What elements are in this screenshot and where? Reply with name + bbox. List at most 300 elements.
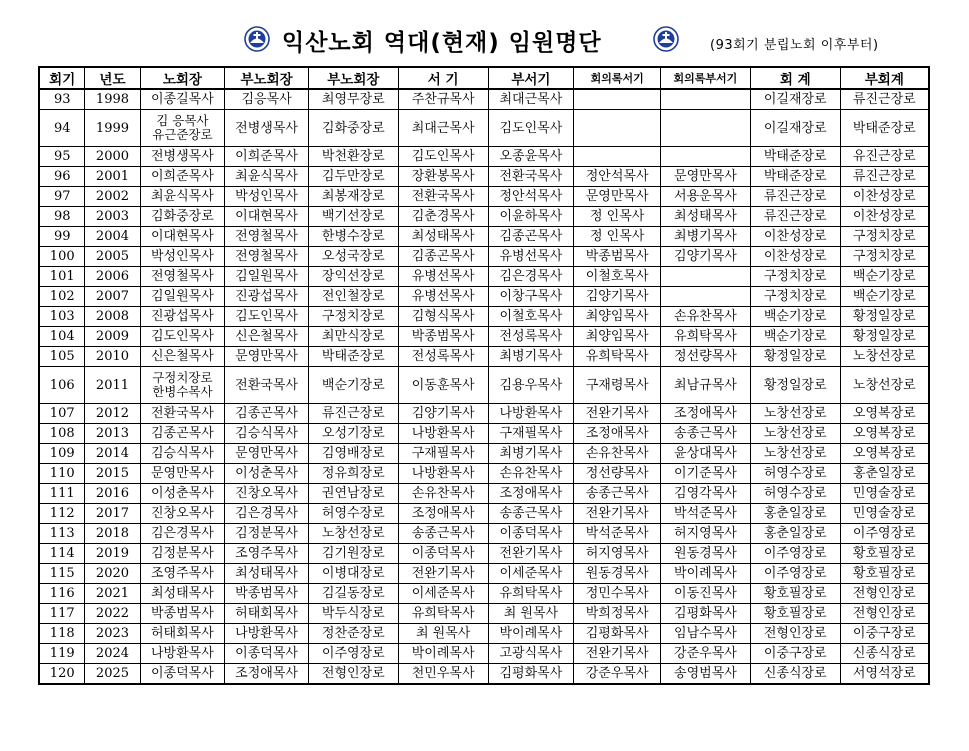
cell-moderator: 전영철목사: [140, 267, 225, 287]
cell-session: 102: [39, 287, 85, 307]
cell-minutes-vice-clerk: 문영만목사: [661, 167, 751, 187]
cell-treasurer: 류진근장로: [750, 207, 840, 227]
cell-vice-clerk: 최병기목사: [488, 444, 574, 464]
table-row: [39, 147, 929, 167]
cell-vice-clerk: 최 원목사: [488, 604, 574, 624]
cell-treasurer: 구정치장로: [750, 287, 840, 307]
cell-vice-treasurer: 백순기장로: [840, 267, 929, 287]
cell-vice-clerk: 김용우목사: [488, 367, 574, 404]
cell-vice-clerk: 이종덕목사: [488, 524, 574, 544]
table-row: [39, 484, 929, 504]
cell-session: 105: [39, 347, 85, 367]
cell-vice-moderator-2: 이병대장로: [308, 564, 398, 584]
cell-minutes-clerk: 구재령목사: [574, 367, 661, 404]
cell-minutes-clerk: 전완기목사: [574, 644, 661, 664]
cell-session: 99: [39, 227, 85, 247]
cell-vice-treasurer: 구정치장로: [840, 227, 929, 247]
cell-vice-clerk: 유병선목사: [488, 247, 574, 267]
table-row: [39, 664, 929, 685]
cell-vice-moderator-1: 조영주목사: [225, 544, 309, 564]
table-row: [39, 267, 929, 287]
cell-vice-treasurer: 박태준장로: [840, 110, 929, 147]
cell-moderator: 허태회목사: [140, 624, 225, 644]
col-header-treasurer: 회 계: [750, 67, 840, 89]
cell-vice-clerk: 이세준목사: [488, 564, 574, 584]
cell-vice-moderator-1: 조정애목사: [225, 664, 309, 685]
cell-clerk: 장환봉목사: [398, 167, 488, 187]
cell-moderator: 나방환목사: [140, 644, 225, 664]
cell-vice-clerk: 최병기목사: [488, 347, 574, 367]
cell-vice-treasurer: 오영복장로: [840, 424, 929, 444]
cell-minutes-vice-clerk: 최성태목사: [661, 207, 751, 227]
cell-vice-moderator-2: 구정치장로: [308, 307, 398, 327]
cell-vice-treasurer: 신종식장로: [840, 644, 929, 664]
cell-year: 2025: [85, 664, 140, 685]
cell-vice-moderator-1: 전영철목사: [225, 227, 309, 247]
cell-clerk: 천민우목사: [398, 664, 488, 685]
cell-minutes-vice-clerk: 윤상대목사: [661, 444, 751, 464]
col-header-vice-moderator-1: 부노회장: [225, 67, 309, 89]
table-row: [39, 327, 929, 347]
cell-year: 2000: [85, 147, 140, 167]
cell-minutes-clerk: 송종근목사: [574, 484, 661, 504]
cell-clerk: 이동훈목사: [398, 367, 488, 404]
cell-vice-moderator-2: 장익선장로: [308, 267, 398, 287]
cell-vice-clerk: 구재필목사: [488, 424, 574, 444]
cell-minutes-clerk: 문영만목사: [574, 187, 661, 207]
cell-vice-moderator-1: 김승식목사: [225, 424, 309, 444]
cell-vice-moderator-1: 신은철목사: [225, 327, 309, 347]
cell-vice-clerk: 오종윤목사: [488, 147, 574, 167]
table-row: [39, 564, 929, 584]
cell-session: 109: [39, 444, 85, 464]
cell-moderator: 이대현목사: [140, 227, 225, 247]
cell-vice-clerk: 김은경목사: [488, 267, 574, 287]
cell-minutes-clerk: 김양기목사: [574, 287, 661, 307]
cell-vice-clerk: 유희탁목사: [488, 584, 574, 604]
cell-treasurer: 류진근장로: [750, 187, 840, 207]
cell-vice-moderator-2: 박두식장로: [308, 604, 398, 624]
col-header-minutes-vice-clerk: 회의록부서기: [661, 67, 751, 89]
cell-minutes-vice-clerk: 이동진목사: [661, 584, 751, 604]
cell-session: 104: [39, 327, 85, 347]
cell-vice-treasurer: 황호필장로: [840, 544, 929, 564]
cell-minutes-vice-clerk: 김평화목사: [661, 604, 751, 624]
cell-vice-clerk: 고광식목사: [488, 644, 574, 664]
cell-treasurer: 이주영장로: [750, 564, 840, 584]
cell-year: 2020: [85, 564, 140, 584]
cell-minutes-vice-clerk: [661, 110, 751, 147]
cell-vice-clerk: 손유찬목사: [488, 464, 574, 484]
table-row: [39, 644, 929, 664]
cell-vice-moderator-1: 허태회목사: [225, 604, 309, 624]
cell-vice-moderator-1: 박성인목사: [225, 187, 309, 207]
cell-minutes-clerk: 정 인목사: [574, 207, 661, 227]
cell-minutes-vice-clerk: 최병기목사: [661, 227, 751, 247]
cell-treasurer: 백순기장로: [750, 307, 840, 327]
cell-vice-moderator-2: 오성국장로: [308, 247, 398, 267]
table-row: [39, 287, 929, 307]
table-row: [39, 167, 929, 187]
cell-vice-treasurer: 류진근장로: [840, 167, 929, 187]
cell-minutes-vice-clerk: 허지영목사: [661, 524, 751, 544]
cell-minutes-vice-clerk: [661, 147, 751, 167]
cell-moderator: 김화중장로: [140, 207, 225, 227]
cell-session: 97: [39, 187, 85, 207]
cell-vice-moderator-1: 이희준목사: [225, 147, 309, 167]
cell-minutes-clerk: 전완기목사: [574, 404, 661, 424]
cell-vice-clerk: 이철호목사: [488, 307, 574, 327]
cell-treasurer: 황호필장로: [750, 584, 840, 604]
cell-vice-treasurer: 황호필장로: [840, 564, 929, 584]
cell-vice-moderator-1: 이종덕목사: [225, 644, 309, 664]
cell-vice-moderator-1: 전병생목사: [225, 110, 309, 147]
cell-treasurer: 구정치장로: [750, 267, 840, 287]
cell-minutes-vice-clerk: 임남수목사: [661, 624, 751, 644]
cell-minutes-clerk: 유희탁목사: [574, 347, 661, 367]
col-header-session: 회기: [39, 67, 85, 89]
cell-vice-moderator-1: 김응목사: [225, 89, 309, 110]
cell-vice-treasurer: 민영술장로: [840, 484, 929, 504]
cell-minutes-vice-clerk: 정선량목사: [661, 347, 751, 367]
cell-year: 2022: [85, 604, 140, 624]
cell-vice-moderator-2: 김길동장로: [308, 584, 398, 604]
cell-minutes-vice-clerk: 이기준목사: [661, 464, 751, 484]
cell-vice-moderator-2: 이주영장로: [308, 644, 398, 664]
cell-moderator: 김은경목사: [140, 524, 225, 544]
cell-moderator: 신은철목사: [140, 347, 225, 367]
cell-clerk: 최성태목사: [398, 227, 488, 247]
table-row: [39, 247, 929, 267]
cell-year: 2015: [85, 464, 140, 484]
col-header-year: 년도: [85, 67, 140, 89]
cell-treasurer: 이찬성장로: [750, 227, 840, 247]
cell-clerk: 손유찬목사: [398, 484, 488, 504]
cell-treasurer: 홍춘일장로: [750, 504, 840, 524]
cell-session: 100: [39, 247, 85, 267]
col-header-vice-treasurer: 부회계: [840, 67, 929, 89]
cell-clerk: 송종근목사: [398, 524, 488, 544]
cell-vice-clerk: 전성록목사: [488, 327, 574, 347]
cell-vice-clerk: 박이례목사: [488, 624, 574, 644]
cell-clerk: 김형식목사: [398, 307, 488, 327]
cell-minutes-clerk: 강준우목사: [574, 664, 661, 685]
cell-moderator: 진광섭목사: [140, 307, 225, 327]
cell-session: 111: [39, 484, 85, 504]
page-subtitle: (93회기 분립노회 이후부터): [710, 38, 879, 53]
cell-minutes-vice-clerk: [661, 287, 751, 307]
cell-vice-clerk: 이윤하목사: [488, 207, 574, 227]
cell-minutes-vice-clerk: 유희탁목사: [661, 327, 751, 347]
cell-vice-moderator-2: 백순기장로: [308, 367, 398, 404]
cell-minutes-clerk: 전완기목사: [574, 504, 661, 524]
cell-minutes-clerk: 박종범목사: [574, 247, 661, 267]
cell-moderator: 최윤식목사: [140, 187, 225, 207]
cell-minutes-vice-clerk: 손유찬목사: [661, 307, 751, 327]
cell-vice-clerk: 김종곤목사: [488, 227, 574, 247]
cell-treasurer: 백순기장로: [750, 327, 840, 347]
cell-vice-moderator-2: 권연남장로: [308, 484, 398, 504]
cell-vice-moderator-1: 문영만목사: [225, 444, 309, 464]
table-row: [39, 504, 929, 524]
cell-vice-moderator-1: 최윤식목사: [225, 167, 309, 187]
cell-treasurer: 이중구장로: [750, 644, 840, 664]
cell-treasurer: 이길재장로: [750, 110, 840, 147]
cell-moderator: 이성춘목사: [140, 484, 225, 504]
cell-treasurer: 노창선장로: [750, 444, 840, 464]
cell-vice-clerk: 이창구목사: [488, 287, 574, 307]
cell-year: 2017: [85, 504, 140, 524]
cell-minutes-vice-clerk: 조정애목사: [661, 404, 751, 424]
cell-treasurer: 이주영장로: [750, 544, 840, 564]
cell-vice-treasurer: 민영술장로: [840, 504, 929, 524]
col-header-vice-clerk: 부서기: [488, 67, 574, 89]
cell-minutes-vice-clerk: 원동경목사: [661, 544, 751, 564]
cell-year: 2021: [85, 584, 140, 604]
church-emblem-icon: [244, 26, 270, 52]
cell-minutes-clerk: 정선량목사: [574, 464, 661, 484]
cell-session: 95: [39, 147, 85, 167]
cell-treasurer: 박태준장로: [750, 167, 840, 187]
cell-session: 96: [39, 167, 85, 187]
cell-year: 2005: [85, 247, 140, 267]
cell-minutes-vice-clerk: 박석준목사: [661, 504, 751, 524]
cell-session: 115: [39, 564, 85, 584]
col-header-vice-moderator-2: 부노회장: [308, 67, 398, 89]
cell-clerk: 전성록목사: [398, 347, 488, 367]
cell-vice-moderator-2: 노창선장로: [308, 524, 398, 544]
table-row: [39, 444, 929, 464]
cell-year: 2004: [85, 227, 140, 247]
cell-clerk: 나방환목사: [398, 464, 488, 484]
cell-minutes-clerk: 정 인목사: [574, 227, 661, 247]
cell-vice-moderator-2: 박천환장로: [308, 147, 398, 167]
cell-year: 2003: [85, 207, 140, 227]
cell-year: 2016: [85, 484, 140, 504]
cell-moderator: 김도인목사: [140, 327, 225, 347]
cell-session: 113: [39, 524, 85, 544]
cell-year: 2019: [85, 544, 140, 564]
cell-vice-treasurer: 오영복장로: [840, 404, 929, 424]
cell-year: 2011: [85, 367, 140, 404]
cell-minutes-clerk: [574, 89, 661, 110]
cell-year: 2013: [85, 424, 140, 444]
cell-vice-moderator-2: 최만식장로: [308, 327, 398, 347]
cell-minutes-clerk: 박희정목사: [574, 604, 661, 624]
cell-treasurer: 허영수장로: [750, 464, 840, 484]
cell-year: 2002: [85, 187, 140, 207]
cell-minutes-clerk: 최양임목사: [574, 327, 661, 347]
cell-minutes-vice-clerk: 김양기목사: [661, 247, 751, 267]
table-row: [39, 624, 929, 644]
cell-vice-clerk: 김도인목사: [488, 110, 574, 147]
cell-moderator: 이희준목사: [140, 167, 225, 187]
cell-minutes-clerk: 정안석목사: [574, 167, 661, 187]
table-row: [39, 524, 929, 544]
table-row: [39, 347, 929, 367]
cell-clerk: 전환국목사: [398, 187, 488, 207]
cell-session: 98: [39, 207, 85, 227]
cell-treasurer: 황정일장로: [750, 347, 840, 367]
cell-moderator: 김승식목사: [140, 444, 225, 464]
cell-minutes-vice-clerk: 송종근목사: [661, 424, 751, 444]
cell-session: 106: [39, 367, 85, 404]
cell-clerk: 박이례목사: [398, 644, 488, 664]
cell-vice-moderator-2: 한병수장로: [308, 227, 398, 247]
cell-vice-treasurer: 서영석장로: [840, 664, 929, 685]
cell-session: 116: [39, 584, 85, 604]
cell-clerk: 유병선목사: [398, 267, 488, 287]
cell-minutes-clerk: 허지영목사: [574, 544, 661, 564]
cell-session: 114: [39, 544, 85, 564]
cell-treasurer: 이찬성장로: [750, 247, 840, 267]
cell-treasurer: 노창선장로: [750, 404, 840, 424]
cell-vice-treasurer: 황정일장로: [840, 327, 929, 347]
cell-session: 110: [39, 464, 85, 484]
cell-vice-clerk: 조정애목사: [488, 484, 574, 504]
cell-year: 2001: [85, 167, 140, 187]
cell-moderator: 김정분목사: [140, 544, 225, 564]
cell-moderator: 문영만목사: [140, 464, 225, 484]
cell-year: 2023: [85, 624, 140, 644]
cell-clerk: 김양기목사: [398, 404, 488, 424]
cell-session: 107: [39, 404, 85, 424]
cell-vice-treasurer: 백순기장로: [840, 287, 929, 307]
table-row: [39, 89, 929, 110]
cell-year: 2009: [85, 327, 140, 347]
cell-moderator: 조영주목사: [140, 564, 225, 584]
cell-minutes-clerk: [574, 147, 661, 167]
cell-vice-moderator-2: 류진근장로: [308, 404, 398, 424]
cell-vice-moderator-2: 정찬준장로: [308, 624, 398, 644]
col-header-clerk: 서 기: [398, 67, 488, 89]
cell-treasurer: 허영수장로: [750, 484, 840, 504]
cell-vice-moderator-2: 백기선장로: [308, 207, 398, 227]
cell-vice-treasurer: 류진근장로: [840, 89, 929, 110]
cell-vice-clerk: 전환국목사: [488, 167, 574, 187]
table-row: [39, 544, 929, 564]
cell-vice-moderator-1: 이성춘목사: [225, 464, 309, 484]
table-row: [39, 404, 929, 424]
cell-vice-moderator-2: 김기원장로: [308, 544, 398, 564]
cell-clerk: 조정애목사: [398, 504, 488, 524]
cell-moderator: 구정치장로 한병수목사: [140, 367, 225, 404]
cell-vice-treasurer: 전형인장로: [840, 584, 929, 604]
cell-minutes-vice-clerk: 서용운목사: [661, 187, 751, 207]
cell-vice-clerk: 송종근목사: [488, 504, 574, 524]
cell-treasurer: 황정일장로: [750, 367, 840, 404]
col-header-moderator: 노회장: [140, 67, 225, 89]
cell-session: 118: [39, 624, 85, 644]
table-row: [39, 307, 929, 327]
cell-year: 2012: [85, 404, 140, 424]
cell-minutes-clerk: 손유찬목사: [574, 444, 661, 464]
cell-session: 94: [39, 110, 85, 147]
table-row: [39, 424, 929, 444]
cell-vice-treasurer: 이찬성장로: [840, 187, 929, 207]
cell-treasurer: 황호필장로: [750, 604, 840, 624]
cell-minutes-clerk: 최양임목사: [574, 307, 661, 327]
page-title: 익산노회 역대(현재) 임원명단: [282, 30, 602, 56]
cell-minutes-clerk: [574, 110, 661, 147]
cell-session: 120: [39, 664, 85, 685]
cell-vice-moderator-1: 김도인목사: [225, 307, 309, 327]
cell-vice-moderator-1: 진창오목사: [225, 484, 309, 504]
cell-clerk: 김종곤목사: [398, 247, 488, 267]
table-row: [39, 464, 929, 484]
cell-minutes-clerk: 원동경목사: [574, 564, 661, 584]
cell-vice-treasurer: 이찬성장로: [840, 207, 929, 227]
cell-vice-clerk: 정안석목사: [488, 187, 574, 207]
cell-vice-treasurer: 유진근장로: [840, 147, 929, 167]
cell-year: 2010: [85, 347, 140, 367]
cell-clerk: 구재필목사: [398, 444, 488, 464]
cell-clerk: 전완기목사: [398, 564, 488, 584]
cell-year: 1999: [85, 110, 140, 147]
col-header-minutes-clerk: 회의록서기: [574, 67, 661, 89]
cell-minutes-clerk: 이철호목사: [574, 267, 661, 287]
cell-vice-moderator-1: 전영철목사: [225, 247, 309, 267]
cell-vice-treasurer: 노창선장로: [840, 367, 929, 404]
cell-moderator: 이종길목사: [140, 89, 225, 110]
cell-clerk: 최 원목사: [398, 624, 488, 644]
cell-vice-moderator-1: 박종범목사: [225, 584, 309, 604]
cell-minutes-vice-clerk: 박이례목사: [661, 564, 751, 584]
cell-session: 117: [39, 604, 85, 624]
cell-year: 2008: [85, 307, 140, 327]
cell-year: 2024: [85, 644, 140, 664]
cell-moderator: 전병생목사: [140, 147, 225, 167]
cell-treasurer: 홍춘일장로: [750, 524, 840, 544]
cell-minutes-vice-clerk: [661, 267, 751, 287]
cell-treasurer: 신종식장로: [750, 664, 840, 685]
cell-vice-moderator-1: 문영만목사: [225, 347, 309, 367]
cell-clerk: 이세준목사: [398, 584, 488, 604]
cell-clerk: 주찬규목사: [398, 89, 488, 110]
cell-vice-moderator-1: 김정분목사: [225, 524, 309, 544]
cell-year: 2007: [85, 287, 140, 307]
table-row: [39, 227, 929, 247]
cell-vice-moderator-2: 전형인장로: [308, 664, 398, 685]
cell-session: 112: [39, 504, 85, 524]
cell-minutes-vice-clerk: 강준우목사: [661, 644, 751, 664]
cell-minutes-clerk: 김평화목사: [574, 624, 661, 644]
cell-moderator: 김종곤목사: [140, 424, 225, 444]
cell-moderator: 전환국목사: [140, 404, 225, 424]
page-header: [0, 20, 969, 66]
cell-moderator: 박성인목사: [140, 247, 225, 267]
cell-clerk: 이종덕목사: [398, 544, 488, 564]
cell-moderator: 이종덕목사: [140, 664, 225, 685]
cell-clerk: 유희탁목사: [398, 604, 488, 624]
cell-vice-treasurer: 황정일장로: [840, 307, 929, 327]
cell-clerk: 나방환목사: [398, 424, 488, 444]
cell-vice-moderator-1: 이대현목사: [225, 207, 309, 227]
cell-vice-treasurer: 전형인장로: [840, 604, 929, 624]
cell-vice-clerk: 나방환목사: [488, 404, 574, 424]
cell-session: 119: [39, 644, 85, 664]
cell-year: 1998: [85, 89, 140, 110]
table-row: [39, 187, 929, 207]
cell-vice-moderator-2: 전인철장로: [308, 287, 398, 307]
cell-vice-moderator-1: 나방환목사: [225, 624, 309, 644]
cell-vice-moderator-1: 진광섭목사: [225, 287, 309, 307]
cell-vice-treasurer: 이중구장로: [840, 624, 929, 644]
cell-vice-moderator-2: 허영수장로: [308, 504, 398, 524]
cell-moderator: 박종범목사: [140, 604, 225, 624]
cell-minutes-vice-clerk: 송영범목사: [661, 664, 751, 685]
cell-vice-treasurer: 노창선장로: [840, 347, 929, 367]
